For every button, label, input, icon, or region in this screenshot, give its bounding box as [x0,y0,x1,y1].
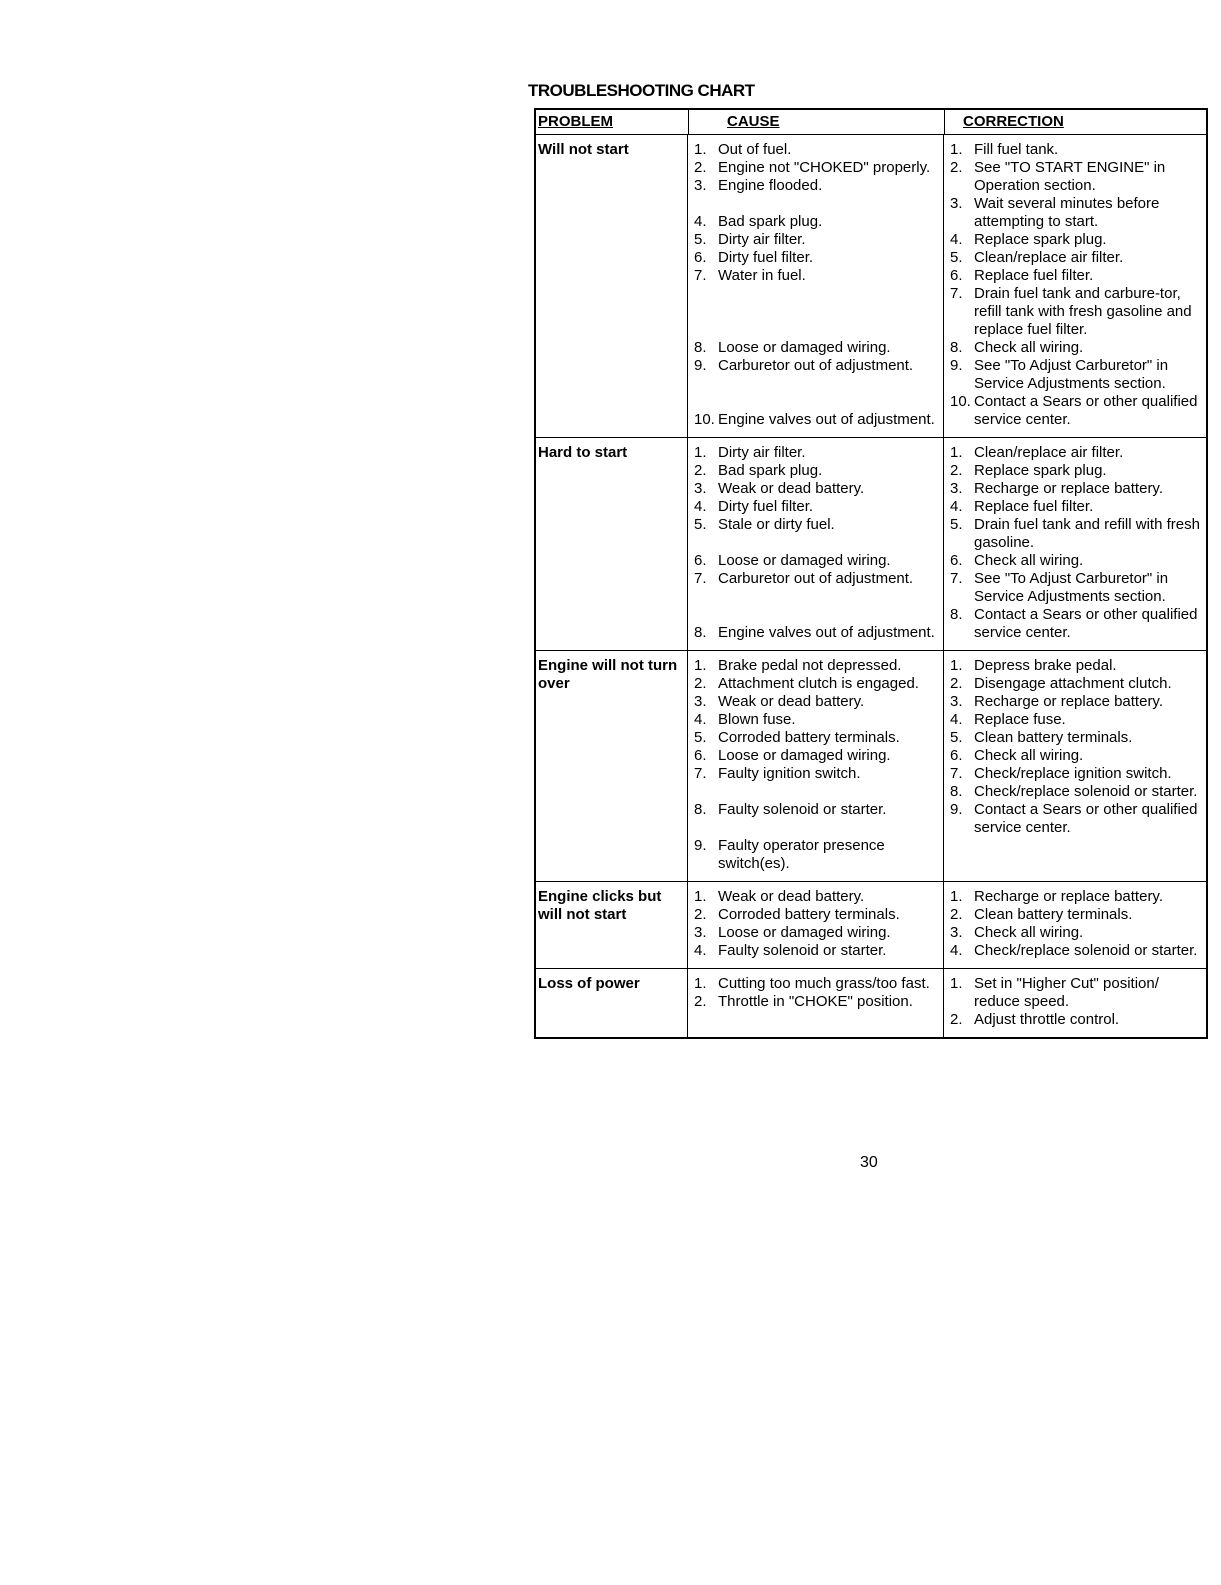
table-body [536,135,1206,1037]
item-text: Weak or dead battery. [718,693,865,710]
correction-item [950,765,1202,783]
item-text: Replace spark plug. [974,462,1107,479]
item-number: 9. [694,837,707,854]
item-text: Clean/replace air filter. [974,444,1124,461]
item-text: Dirty air filter. [718,231,806,248]
correction-cell [944,969,1206,1037]
cause-item [694,303,943,321]
item-number: 3. [950,195,963,212]
correction-item [950,606,1202,642]
cause-item [694,462,943,480]
item-number: 3. [950,480,963,497]
item-number: 4. [694,213,707,230]
item-number: 4. [694,942,707,959]
item-text: Engine flooded. [718,177,823,194]
problem-cell: Engine will not turn over [536,651,688,881]
correction-item [950,693,1202,711]
header-correction: CORRECTION [963,113,1064,130]
cause-item [694,993,943,1011]
correction-item [950,339,1202,357]
item-text: Recharge or replace battery. [974,693,1163,710]
item-text: Replace fuel filter. [974,267,1094,284]
correction-item [950,729,1202,747]
cause-item [694,975,943,993]
item-text: Loose or damaged wiring. [718,339,891,356]
item-text: Loose or damaged wiring. [718,924,891,941]
cause-item [694,159,943,177]
cause-item [694,711,943,729]
cause-item [694,498,943,516]
page-title: TROUBLESHOOTING CHART [528,81,755,100]
cause-item [694,801,943,819]
item-text: Dirty air filter. [718,444,806,461]
cause-item [694,516,943,534]
item-number: 2. [950,462,963,479]
item-number [694,321,718,339]
correction-item [950,942,1202,960]
table-row [536,969,1206,1037]
item-number: 2. [694,993,707,1010]
cause-item [694,141,943,159]
item-text [718,195,943,213]
correction-item [950,801,1202,837]
item-number: 7. [694,570,707,587]
correction-item [950,480,1202,498]
table-row [536,651,1206,882]
cause-item [694,888,943,906]
item-number: 1. [694,657,707,674]
item-number: 2. [694,906,707,923]
correction-item [950,552,1202,570]
item-text: Blown fuse. [718,711,796,728]
cause-item [694,249,943,267]
correction-cell [944,651,1206,881]
correction-item [950,747,1202,765]
item-number: 1. [950,975,963,992]
cause-item [694,837,943,873]
item-number: 7. [950,570,963,587]
item-text: Replace spark plug. [974,231,1107,248]
item-text: Disengage attachment clutch. [974,675,1172,692]
cause-item [694,267,943,285]
item-text: Engine valves out of adjustment. [718,411,935,428]
troubleshooting-table [534,108,1208,1039]
item-text: Check/replace solenoid or starter. [974,783,1198,800]
item-text: Clean battery terminals. [974,729,1133,746]
item-number [694,588,718,606]
item-text [718,375,943,393]
correction-item [950,231,1202,249]
item-number: 5. [694,231,707,248]
item-text [718,588,943,606]
item-number: 8. [694,801,707,818]
correction-item [950,783,1202,801]
problem-cell: Loss of power [536,969,688,1037]
cause-item [694,321,943,339]
cause-item [694,177,943,195]
correction-cell [944,882,1206,968]
item-text: Contact a Sears or other qualified service center. [974,801,1198,836]
item-text: Attachment clutch is engaged. [718,675,919,692]
item-text: See "To Adjust Carburetor" in Service Adjustments section. [974,357,1169,392]
item-text: Faulty solenoid or starter. [718,942,887,959]
correction-item [950,657,1202,675]
item-text: Clean battery terminals. [974,906,1133,923]
item-text: Weak or dead battery. [718,480,865,497]
page-number: 30 [860,1154,878,1171]
correction-item [950,141,1202,159]
item-text [718,393,943,411]
cause-item [694,570,943,588]
item-number: 8. [694,624,707,641]
item-number [694,393,718,411]
item-text: Bad spark plug. [718,213,823,230]
item-number: 3. [694,924,707,941]
item-number [694,534,718,552]
cause-item [694,942,943,960]
cause-item [694,819,943,837]
item-number: 3. [694,177,707,194]
item-number: 6. [694,552,707,569]
correction-item [950,393,1202,429]
item-text: Carburetor out of adjustment. [718,570,914,587]
header-cause: CAUSE [689,110,945,134]
cause-item [694,675,943,693]
correction-cell [944,438,1206,650]
correction-item [950,462,1202,480]
item-text: Bad spark plug. [718,462,823,479]
cause-item [694,534,943,552]
item-number: 2. [950,906,963,923]
correction-item [950,357,1202,393]
cause-item [694,480,943,498]
correction-item [950,570,1202,606]
cause-item [694,444,943,462]
cause-item [694,924,943,942]
item-number: 1. [950,444,963,461]
item-number [694,285,718,303]
item-number: 2. [950,1011,963,1028]
item-number: 6. [694,747,707,764]
item-number: 7. [950,765,963,782]
item-number: 1. [694,975,707,992]
item-text: Replace fuel filter. [974,498,1094,515]
item-text: Check all wiring. [974,924,1084,941]
item-text [718,783,943,801]
item-number: 9. [950,801,963,818]
item-number: 1. [694,444,707,461]
item-number: 8. [950,339,963,356]
item-number: 9. [950,357,963,374]
item-text: Clean/replace air filter. [974,249,1124,266]
item-number [694,819,718,837]
item-number: 7. [950,285,963,302]
correction-item [950,888,1202,906]
cause-item [694,393,943,411]
item-number: 4. [950,498,963,515]
item-text [718,534,943,552]
item-number: 8. [694,339,707,356]
cause-item [694,552,943,570]
item-number: 2. [950,675,963,692]
cause-item [694,906,943,924]
item-text: Corroded battery terminals. [718,906,900,923]
item-number: 5. [694,516,707,533]
correction-cell [944,135,1206,437]
item-text: Out of fuel. [718,141,792,158]
item-number: 3. [950,693,963,710]
item-text: Set in "Higher Cut" position/ reduce speed. [974,975,1159,1010]
item-text: Replace fuse. [974,711,1066,728]
correction-item [950,249,1202,267]
item-number: 9. [694,357,707,374]
item-text: Brake pedal not depressed. [718,657,902,674]
item-number [694,375,718,393]
item-text: Stale or dirty fuel. [718,516,835,533]
table-row [536,882,1206,969]
item-number: 2. [694,462,707,479]
item-number: 1. [950,888,963,905]
cause-cell [688,438,944,650]
item-text: Contact a Sears or other qualified service center. [974,393,1198,428]
item-number: 1. [694,141,707,158]
item-text: Dirty fuel filter. [718,498,814,515]
cause-item [694,339,943,357]
correction-item [950,444,1202,462]
item-number: 7. [694,765,707,782]
item-number: 4. [694,498,707,515]
item-text: Recharge or replace battery. [974,480,1163,497]
item-text: Drain fuel tank and refill with fresh gasoline. [974,516,1200,551]
item-number: 1. [950,141,963,158]
item-number: 3. [694,693,707,710]
cause-item [694,411,943,429]
correction-item [950,711,1202,729]
item-number: 3. [694,480,707,497]
cause-item [694,375,943,393]
item-number: 6. [950,552,963,569]
item-number: 5. [950,729,963,746]
cause-item [694,285,943,303]
correction-item [950,498,1202,516]
item-number: 4. [694,711,707,728]
item-text: Loose or damaged wiring. [718,747,891,764]
item-text: Faulty solenoid or starter. [718,801,887,818]
cause-item [694,357,943,375]
item-text: Check/replace ignition switch. [974,765,1172,782]
item-text: Throttle in "CHOKE" position. [718,993,913,1010]
item-text: Water in fuel. [718,267,806,284]
cause-cell [688,969,944,1037]
cause-item [694,231,943,249]
item-text [718,285,943,303]
item-text: Corroded battery terminals. [718,729,900,746]
item-text: Check all wiring. [974,339,1084,356]
item-text: See "To Adjust Carburetor" in Service Adjustments section. [974,570,1169,605]
item-text: Check all wiring. [974,747,1084,764]
item-text [718,321,943,339]
cause-item [694,783,943,801]
item-text: Drain fuel tank and carbure-tor, refill tank with fresh gasoline and replace fuel filter. [974,285,1192,338]
item-text: Faulty operator presence switch(es). [718,837,885,872]
item-text: Weak or dead battery. [718,888,865,905]
item-number: 4. [950,231,963,248]
correction-item [950,285,1202,339]
item-number: 7. [694,267,707,284]
item-number: 6. [950,267,963,284]
cause-item [694,657,943,675]
item-text [718,606,943,624]
header-problem: PROBLEM [536,110,689,134]
item-number: 1. [694,888,707,905]
item-text: Faulty ignition switch. [718,765,861,782]
cause-item [694,195,943,213]
item-text: Wait several minutes before attempting to start. [974,195,1160,230]
item-number: 8. [950,783,963,800]
item-number: 8. [950,606,963,623]
item-text: Engine valves out of adjustment. [718,624,935,641]
problem-cell: Will not start [536,135,688,437]
correction-item [950,195,1202,231]
item-text [718,303,943,321]
item-text: Check/replace solenoid or starter. [974,942,1198,959]
cause-item [694,729,943,747]
item-number [694,606,718,624]
cause-item [694,765,943,783]
item-number: 6. [694,249,707,266]
item-text: Recharge or replace battery. [974,888,1163,905]
cause-cell [688,882,944,968]
correction-item [950,975,1202,1011]
item-number: 10. [694,411,715,428]
problem-cell: Hard to start [536,438,688,650]
cause-cell [688,135,944,437]
item-text: Carburetor out of adjustment. [718,357,914,374]
item-number [694,195,718,213]
correction-item [950,267,1202,285]
cause-item [694,588,943,606]
item-text: Loose or damaged wiring. [718,552,891,569]
item-text: See "TO START ENGINE" in Operation section. [974,159,1166,194]
correction-item [950,924,1202,942]
item-text: Engine not "CHOKED" properly. [718,159,931,176]
item-number: 5. [950,249,963,266]
item-number: 2. [950,159,963,176]
cause-item [694,693,943,711]
item-text: Dirty fuel filter. [718,249,814,266]
cause-cell [688,651,944,881]
item-number: 2. [694,675,707,692]
item-text: Check all wiring. [974,552,1084,569]
item-number: 5. [950,516,963,533]
item-number: 2. [694,159,707,176]
item-text: Fill fuel tank. [974,141,1059,158]
correction-item [950,906,1202,924]
item-text: Adjust throttle control. [974,1011,1120,1028]
table-header-row [536,110,1206,135]
cause-item [694,213,943,231]
item-number: 1. [950,657,963,674]
cause-item [694,747,943,765]
item-number: 4. [950,942,963,959]
item-number: 5. [694,729,707,746]
table-row [536,438,1206,651]
item-number: 6. [950,747,963,764]
item-number [694,783,718,801]
item-text: Depress brake pedal. [974,657,1117,674]
correction-item [950,159,1202,195]
cause-item [694,624,943,642]
item-text [718,819,943,837]
item-text: Contact a Sears or other qualified service center. [974,606,1198,641]
table-row [536,135,1206,438]
item-number: 4. [950,711,963,728]
item-text: Cutting too much grass/too fast. [718,975,930,992]
cause-item [694,606,943,624]
correction-item [950,516,1202,552]
problem-cell: Engine clicks but will not start [536,882,688,968]
correction-item [950,675,1202,693]
item-number: 3. [950,924,963,941]
item-number: 10. [950,393,971,410]
correction-item [950,1011,1202,1029]
item-number [694,303,718,321]
